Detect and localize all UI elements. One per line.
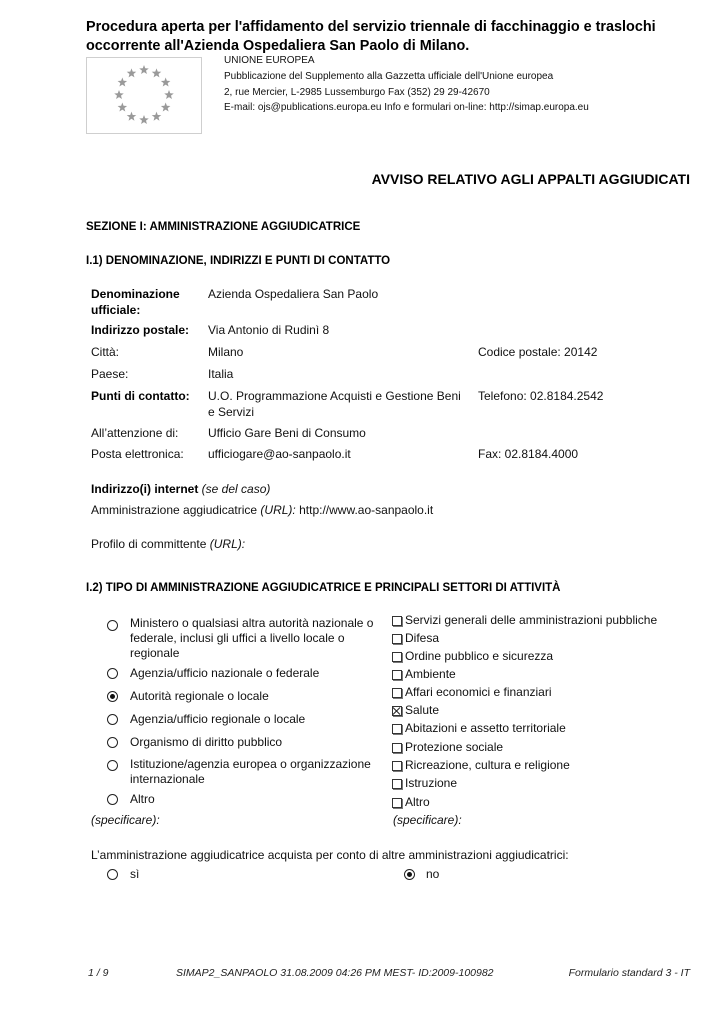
eu-star-icon: [127, 112, 137, 121]
eu-star-icon: [164, 90, 174, 99]
email-label: Posta elettronica:: [91, 447, 184, 461]
other-authorities-question: L’amministrazione aggiudicatrice acquista per conto di altre amministrazioni aggiudicatrici:: [91, 848, 569, 862]
yes-radio[interactable]: [107, 869, 118, 880]
eu-star-icon: [161, 103, 171, 112]
contact-points-value: U.O. Programmazione Acquisti e Gestione Beni e Servizi: [208, 389, 461, 419]
internet-label: Indirizzo(i) internet: [91, 482, 199, 496]
city-value: Milano: [208, 345, 244, 359]
publisher-line-1: UNIONE EUROPEA: [224, 55, 315, 66]
authority-type-radio[interactable]: [107, 714, 118, 725]
activity-checkbox[interactable]: [392, 616, 402, 626]
authority-type-radio[interactable]: [107, 691, 118, 702]
eu-star-icon: [139, 115, 149, 124]
admin-url-row: [91, 502, 433, 518]
authority-type-radio[interactable]: [107, 737, 118, 748]
fax-value: Fax: 02.8184.4000: [478, 447, 579, 461]
activity-label: Altro: [405, 795, 430, 809]
postal-address-label: Indirizzo postale:: [91, 323, 190, 337]
internet-note: (se del caso): [201, 482, 271, 496]
activity-checkbox[interactable]: [392, 670, 402, 680]
activity-checkbox[interactable]: [392, 743, 402, 753]
postal-address-value: Via Antonio di Rudinì 8: [208, 323, 330, 337]
activity-label: Ordine pubblico e sicurezza: [405, 649, 554, 663]
document-title: Procedura aperta per l'affidamento del servizio triennale di facchinaggio e traslochi occorrente all'Azienda Ospedaliera San Paolo di Milano.: [86, 19, 656, 54]
email-value[interactable]: ufficiogare@ao-sanpaolo.it: [208, 447, 351, 461]
activity-checkbox[interactable]: [392, 652, 402, 662]
official-name-value: Azienda Ospedaliera San Paolo: [208, 287, 379, 301]
authority-type-label: Altro: [130, 792, 155, 806]
section-1-title: SEZIONE I: AMMINISTRAZIONE AGGIUDICATRICE: [86, 221, 361, 233]
publisher-line-3: 2, rue Mercier, L-2985 Lussemburgo Fax (352) 29 29-42670: [224, 87, 490, 98]
buyer-profile-row: [91, 536, 245, 552]
attention-value: Ufficio Gare Beni di Consumo: [208, 426, 366, 440]
eu-star-icon: [152, 112, 162, 121]
attention-label: All’attenzione di:: [91, 426, 179, 440]
form-name: Formulario standard 3 - IT: [568, 967, 690, 979]
country-value: Italia: [208, 367, 234, 381]
activity-label: Abitazioni e assetto territoriale: [405, 721, 566, 735]
no-radio[interactable]: [404, 869, 415, 880]
eu-star-icon: [139, 65, 149, 74]
activity-checkbox[interactable]: [392, 761, 402, 771]
activity-label: Protezione sociale: [405, 740, 504, 754]
eu-star-icon: [118, 103, 128, 112]
admin-url-label: Amministrazione aggiudicatrice: [91, 503, 258, 517]
postcode-value: Codice postale: 20142: [478, 345, 598, 359]
activity-checkbox[interactable]: [392, 724, 402, 734]
activity-label: Servizi generali delle amministrazioni pubbliche: [405, 613, 658, 627]
admin-url-note: (URL):: [260, 503, 296, 517]
authority-type-radio[interactable]: [107, 760, 118, 771]
authority-type-label: Autorità regionale o locale: [130, 689, 269, 703]
authority-type-label: Istituzione/agenzia europea o organizzazione internazionale: [130, 757, 371, 786]
authority-type-radio[interactable]: [107, 620, 118, 631]
authority-type-label: Agenzia/ufficio nazionale o federale: [130, 666, 320, 680]
eu-star-icon: [114, 90, 124, 99]
country-label: Paese:: [91, 367, 129, 381]
eu-flag-logo: [86, 57, 202, 134]
activity-checkbox[interactable]: [392, 798, 402, 808]
specify-right-label: (specificare):: [393, 813, 462, 827]
eu-star-icon: [118, 78, 128, 87]
activity-checkbox[interactable]: [392, 779, 402, 789]
internet-addresses-row: [91, 481, 270, 497]
authority-type-radio[interactable]: [107, 668, 118, 679]
specify-left-label: (specificare):: [91, 813, 160, 827]
authority-type-radio[interactable]: [107, 794, 118, 805]
activity-label: Ambiente: [405, 667, 456, 681]
authority-type-label: Organismo di diritto pubblico: [130, 735, 283, 749]
buyer-profile-note: (URL):: [209, 537, 246, 551]
page-number: 1 / 9: [88, 967, 109, 979]
activity-label: Ricreazione, cultura e religione: [405, 758, 570, 772]
city-label: Città:: [91, 345, 120, 359]
eu-stars-icon: [87, 58, 201, 133]
section-1-2-title: I.2) TIPO DI AMMINISTRAZIONE AGGIUDICATRICE E PRINCIPALI SETTORI DI ATTIVITÀ: [86, 582, 561, 594]
activity-checkbox[interactable]: [392, 706, 402, 716]
document-id: SIMAP2_SANPAOLO 31.08.2009 04:26 PM MEST- ID:2009-100982: [176, 967, 494, 979]
activity-label: Affari economici e finanziari: [405, 685, 552, 699]
yes-label: sì: [130, 867, 140, 881]
activity-label: Istruzione: [405, 776, 458, 790]
activity-checkbox[interactable]: [392, 634, 402, 644]
no-label: no: [426, 867, 440, 881]
activity-label: Difesa: [405, 631, 440, 645]
contact-points-label: Punti di contatto:: [91, 389, 190, 403]
publisher-line-4: E-mail: ojs@publications.europa.eu Info e formulari on-line: http://simap.europa.eu: [224, 102, 589, 113]
publisher-line-2: Pubblicazione del Supplemento alla Gazzetta ufficiale dell'Unione europea: [224, 71, 554, 82]
eu-star-icon: [152, 68, 162, 77]
activity-label: Salute: [405, 703, 440, 717]
admin-url-link[interactable]: http://www.ao-sanpaolo.it: [299, 503, 434, 517]
phone-value: Telefono: 02.8184.2542: [478, 389, 604, 403]
buyer-profile-label: Profilo di committente: [91, 537, 207, 551]
section-1-1-title: I.1) DENOMINAZIONE, INDIRIZZI E PUNTI DI CONTATTO: [86, 255, 391, 267]
eu-star-icon: [127, 68, 137, 77]
activity-checkbox[interactable]: [392, 688, 402, 698]
official-name-label: Denominazione ufficiale:: [91, 287, 180, 317]
notice-title: AVVISO RELATIVO AGLI APPALTI AGGIUDICATI: [371, 171, 690, 187]
eu-star-icon: [161, 78, 171, 87]
authority-type-label: Ministero o qualsiasi altra autorità nazionale o federale, inclusi gli uffici a livello locale o regionale: [130, 616, 374, 660]
authority-type-label: Agenzia/ufficio regionale o locale: [130, 712, 306, 726]
